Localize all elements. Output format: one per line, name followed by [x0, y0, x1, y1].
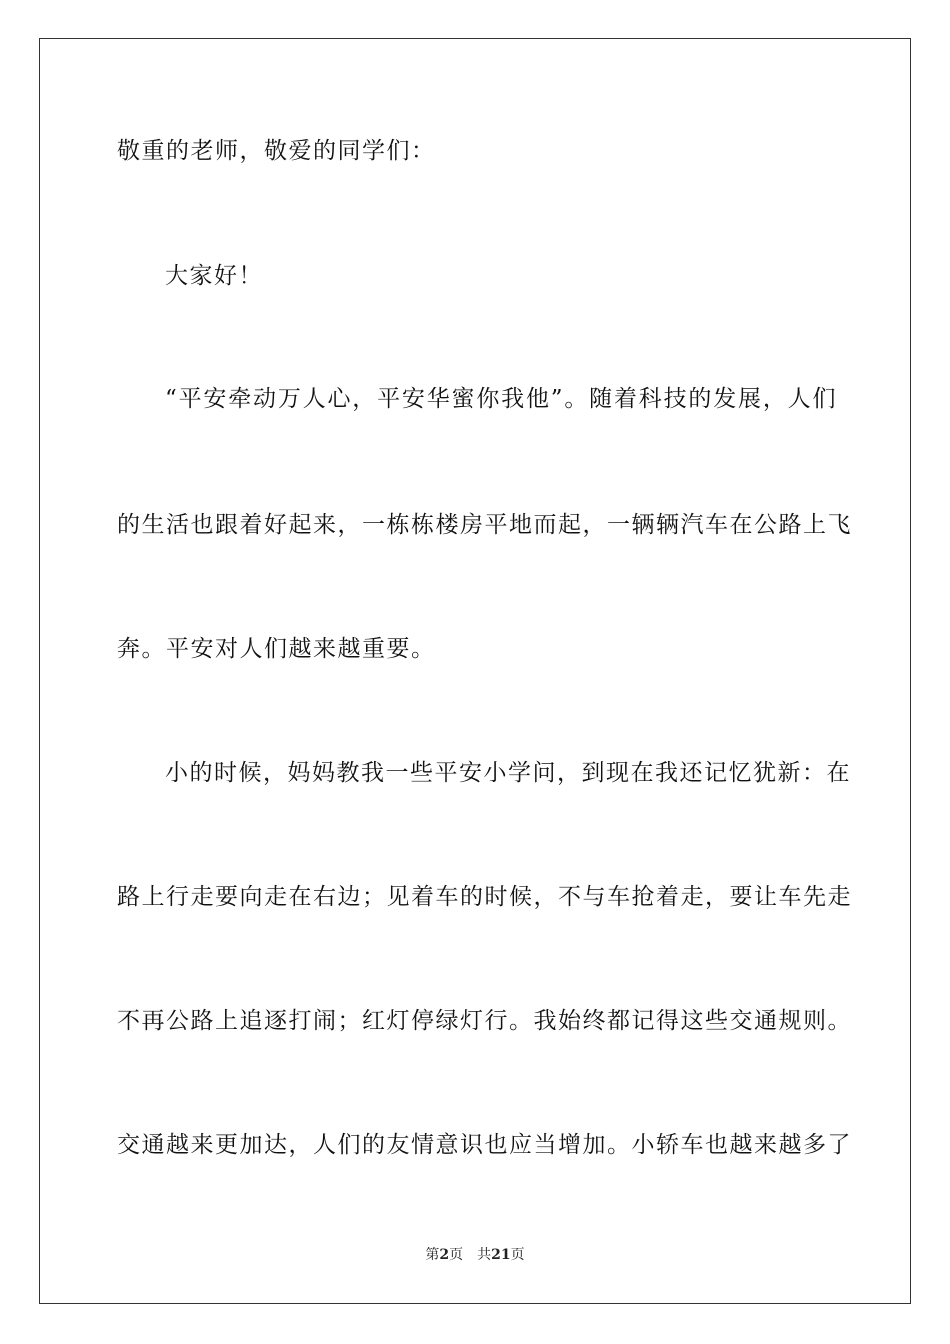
paragraph-2-line-1: 小的时候，妈妈教我一些平安小学问，到现在我还记忆犹新：在 [165, 760, 851, 786]
total-pages: 21 [491, 1247, 511, 1263]
paragraph-2-line-2: 路上行走要向走在右边；见着车的时候，不与车抢着走，要让车先走 [117, 884, 852, 910]
page-border [39, 38, 911, 1304]
total-prefix: 共 [477, 1247, 492, 1263]
paragraph-1-line-2: 的生活也跟着好起来，一栋栋楼房平地而起，一辆辆汽车在公路上飞 [117, 512, 852, 538]
page-suffix: 页 [449, 1247, 464, 1263]
salutation-line: 敬重的老师，敬爱的同学们： [117, 138, 436, 164]
page-number: 2 [439, 1247, 450, 1263]
paragraph-2-line-3: 不再公路上追逐打闹；红灯停绿灯行。我始终都记得这些交通规则。 [117, 1008, 852, 1034]
greeting-line: 大家好！ [165, 263, 263, 289]
paragraph-1-line-3: 奔。平安对人们越来越重要。 [117, 636, 436, 662]
total-suffix: 页 [510, 1247, 525, 1263]
paragraph-1-line-1: “平安牵动万人心，平安华蜜你我他”。随着科技的发展，人们 [165, 386, 837, 412]
page-prefix: 第 [425, 1247, 440, 1263]
page-footer [0, 1246, 950, 1264]
paragraph-2-line-4: 交通越来更加达，人们的友情意识也应当增加。小轿车也越来越多了 [117, 1132, 852, 1158]
